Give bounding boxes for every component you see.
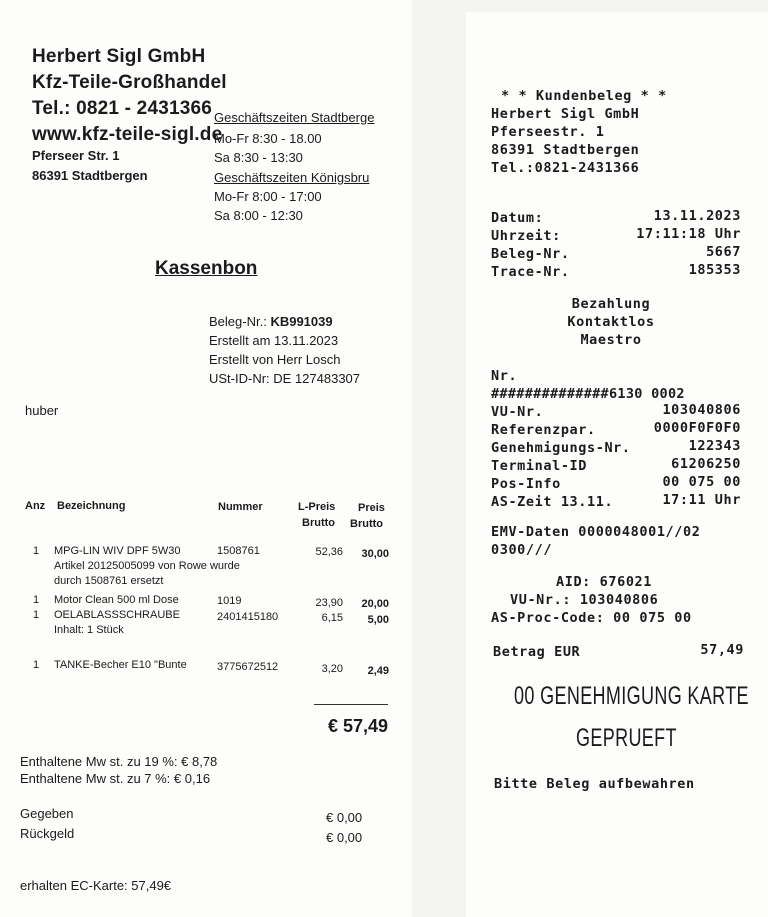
vu-nr-value: 103040806 [662,402,741,418]
ec-card-payment: erhalten EC-Karte: 57,49€ [20,878,172,893]
card-number: ##############6130 0002 [491,386,685,402]
item-qty: 1 [33,594,40,606]
hours-koenigsbrunn-saturday: Sa 8:00 - 12:30 [214,208,303,223]
item-note: durch 1508761 ersetzt [54,575,164,587]
approval-message: 00 GENEHMIGUNG KARTE [514,682,749,710]
company-city: 86391 Stadtbergen [32,168,148,183]
item-price: 5,00 [367,614,389,626]
item-number: 1019 [217,595,242,607]
terminal-id-value: 61206250 [671,456,741,472]
item-name: TANKE-Becher E10 "Bunte [54,659,187,671]
keep-receipt-note: Bitte Beleg aufbewahren [494,776,695,792]
as-time-value: 17:11 Uhr [662,492,741,508]
merchant-street: Pferseestr. 1 [491,124,605,140]
customer-card-receipt [466,12,768,917]
beleg-label: Beleg-Nr.: [209,314,267,329]
hours-stadtbergen-saturday: Sa 8:30 - 13:30 [214,150,303,165]
item-lprice: 52,36 [315,546,343,558]
company-website: www.kfz-teile-sigl.de [32,124,223,145]
referenz-value: 0000F0F0F0 [653,420,741,436]
aid: AID: 676021 [556,574,653,590]
emv-data-cont: 0300/// [491,542,553,558]
pos-info-value: 00 075 00 [662,474,741,490]
item-name: Motor Clean 500 ml Dose [54,594,179,606]
hours-koenigsbrunn-weekday: Mo-Fr 8:00 - 17:00 [214,189,322,204]
pos-info-label: Pos-Info [491,476,561,492]
col-lpreis: L-Preis [298,501,336,513]
vat-id: USt-ID-Nr: DE 127483307 [209,371,361,386]
item-note: Artikel 20125005099 von Rowe wurde [54,560,240,572]
company-phone: Tel.: 0821 - 2431366 [32,98,213,119]
given-label: Gegeben [20,806,74,821]
card-brand: Maestro [580,332,642,348]
card-nr-label: Nr. [491,368,518,384]
merchant-phone: Tel.:0821-2431366 [491,160,640,176]
total-amount: € 57,49 [327,716,388,736]
item-name: OELABLASSSCHRAUBE [54,609,180,621]
receipt-header: * * Kundenbeleg * * [501,88,667,104]
item-lprice: 23,90 [315,597,343,609]
date-value: 13.11.2023 [653,208,741,224]
item-price: 2,49 [367,665,389,677]
trace-nr-value: 185353 [688,262,741,278]
change-label: Rückgeld [20,826,75,841]
total-divider [314,704,388,705]
item-qty: 1 [33,545,40,557]
item-note: Inhalt: 1 Stück [54,624,124,636]
item-lprice: 6,15 [321,612,343,624]
item-price: 20,00 [361,598,389,610]
approval-checked: GEPRUEFT [576,724,677,752]
created-by: Erstellt von Herr Losch [209,352,341,367]
hours-stadtbergen-weekday: Mo-Fr 8:30 - 18.00 [214,131,322,146]
item-qty: 1 [33,609,40,621]
vu-nr-label: VU-Nr. [491,404,544,420]
item-qty: 1 [33,659,40,671]
approval-nr-value: 122343 [688,438,741,454]
merchant-city: 86391 Stadtbergen [491,142,640,158]
referenz-label: Referenzpar. [491,422,596,438]
change-value: € 0,00 [326,830,363,845]
payment-method: Kontaktlos [567,314,655,330]
created-date: Erstellt am 13.11.2023 [209,333,339,348]
company-name: Herbert Sigl GmbH [32,46,206,67]
company-street: Pferseer Str. 1 [32,148,120,163]
as-proc-code: AS-Proc-Code: 00 075 00 [491,610,692,626]
trace-nr-label: Trace-Nr. [491,264,570,280]
given-value: € 0,00 [326,810,363,825]
item-lprice: 3,20 [321,663,343,675]
item-price: 30,00 [361,548,389,560]
beleg-nr-value: 5667 [706,244,741,260]
date-label: Datum: [491,210,544,226]
col-preis-brutto: Brutto [350,518,383,530]
item-name: MPG-LIN WIV DPF 5W30 [54,545,181,557]
vat-19: Enthaltene Mw st. zu 19 %: € 8,78 [20,754,218,769]
col-anz: Anz [25,500,46,512]
col-bezeichnung: Bezeichnung [57,500,126,512]
customer-name: huber [25,403,59,418]
beleg-nr-label: Beleg-Nr. [491,246,570,262]
col-lpreis-brutto: Brutto [302,517,335,529]
company-subtitle: Kfz-Teile-Großhandel [32,72,227,93]
time-value: 17:11:18 Uhr [636,226,741,242]
approval-nr-label: Genehmigungs-Nr. [491,440,631,456]
beleg-number: KB991039 [270,314,333,329]
terminal-id-label: Terminal-ID [491,458,588,474]
amount-value: 57,49 [700,642,744,658]
vat-7: Enthaltene Mw st. zu 7 %: € 0,16 [20,771,211,786]
col-preis: Preis [358,502,385,514]
receipt-title: Kassenbon [155,258,258,279]
emv-data: EMV-Daten 0000048001//02 [491,524,701,540]
amount-label: Betrag EUR [493,644,581,660]
item-number: 1508761 [217,545,260,557]
hours-koenigsbrunn-title: Geschäftszeiten Königsbru [214,170,370,185]
time-label: Uhrzeit: [491,228,561,244]
item-number: 3775672512 [217,661,279,673]
as-time-label: AS-Zeit 13.11. [491,494,614,510]
vu-nr-2: VU-Nr.: 103040806 [510,592,659,608]
hours-stadtbergen-title: Geschäftszeiten Stadtberge [214,110,375,125]
item-number: 2401415180 [217,611,279,623]
merchant-name: Herbert Sigl GmbH [491,106,640,122]
payment-label: Bezahlung [571,296,651,312]
col-nummer: Nummer [218,501,263,513]
